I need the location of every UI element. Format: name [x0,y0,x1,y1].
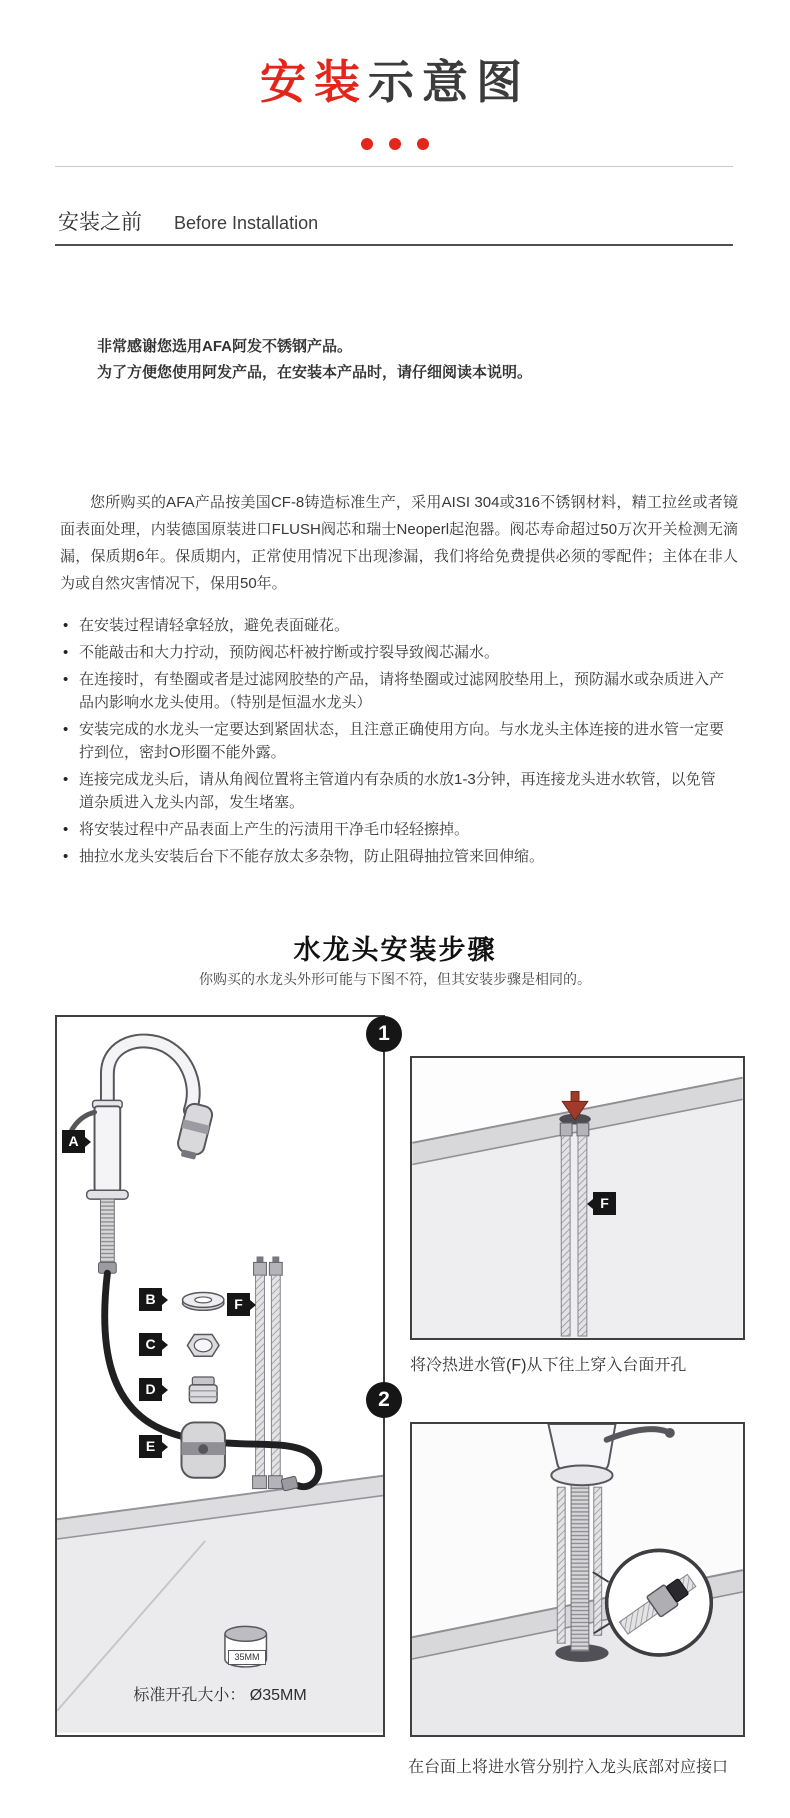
intro-line-1: 非常感谢您选用AFA阿发不锈钢产品。 [97,338,353,355]
part-c-nut [187,1335,219,1357]
part-label-b: B [139,1288,162,1311]
part-d-fitting [189,1377,217,1403]
tip-item: • 在安装过程请轻拿轻放，避免表面碰花。 [62,614,730,637]
tip-item: • 将安装过程中产品表面上产生的污渍用干净毛巾轻轻擦掉。 [62,818,730,841]
part-label-a: A [62,1130,85,1153]
step1-diagram [410,1056,745,1340]
step2-diagram-art [412,1424,743,1735]
dot-icon [389,138,401,150]
part-label-d: D [139,1378,162,1401]
page-title-red: 安装 [260,56,368,108]
step-2-number: 2 [366,1382,402,1418]
before-installation-heading [58,206,738,236]
page-title [0,56,790,108]
before-heading-zh: 安装之前 [58,211,142,234]
before-heading-en: Before Installation [174,213,319,233]
parts-diagram-art [57,1017,383,1735]
step1-diagram-art [412,1058,743,1338]
step-1-caption: 将冷热进水管(F)从下往上穿入台面开孔 [410,1357,687,1374]
steps-section-subtitle: 你购买的水龙头外形可能与下图不符，但其安装步骤是相同的。 [199,971,591,987]
tip-item: • 连接完成龙头后，请从角阀位置将主管道内有杂质的水放1-3分钟，再连接龙头进水软管，以免管道杂质进入龙头内部，发生堵塞。 [62,768,730,814]
tip-item: • 安装完成的水龙头一定要达到紧固状态，且注意正确使用方向。与水龙头主体连接的进水管一定要拧到位，密封O形圈不能外露。 [62,718,730,764]
tip-item: • 在连接时，有垫圈或者是过滤网胶垫的产品，请将垫圈或过滤网胶垫用上，预防漏水或杂质进入产品内影响水龙头使用。（特别是恒温水龙头） [62,668,730,714]
parts-diagram [55,1015,385,1737]
divider-heading [55,244,733,246]
step-1-number: 1 [366,1016,402,1052]
cylinder-size-tag: 35MM [228,1650,266,1665]
title-dots [0,138,790,153]
part-label-c: C [139,1333,162,1356]
step-2-caption: 在台面上将进水管分别拧入龙头底部对应接口 [408,1759,729,1776]
intro-block [97,334,737,386]
part-label-f: F [227,1293,250,1316]
part-b-washer [182,1293,223,1311]
part-label-e: E [139,1435,162,1458]
part-e-weight [181,1422,224,1477]
supply-hoses [253,1256,283,1488]
intro-line-2: 为了方便您使用阿发产品，在安装本产品时，请仔细阅读本说明。 [97,364,533,381]
tip-item: • 抽拉水龙头安装后台下不能存放太多杂物，防止阻碍抽拉管来回伸缩。 [62,845,730,868]
step1-hose-label-f: F [593,1192,616,1215]
dot-icon [417,138,429,150]
page-title-dark: 示意图 [368,56,530,108]
product-description-paragraph: 您所购买的AFA产品按美国CF-8铸造标准生产，采用AISI 304或316不锈钢材料，精工拉丝或者镜面表面处理，内装德国原装进口FLUSH阀芯和瑞士Neoperl起泡器。阀芯寿命超过50万次开关检测无滴漏，保质期6年。保质期内，正常使用情况下出现渗漏，我们将给免费提供必须的零配件；主体在非人为或自然灾害情况下，保用50年。 [60,494,738,592]
steps-section-title: 水龙头安装步骤 [293,935,497,965]
hole-size-caption: 标准开孔大小： Ø35MM [133,1687,307,1704]
dot-icon [361,138,373,150]
install-tips-list [62,614,730,872]
divider-top [55,166,733,167]
tip-item: • 不能敲击和大力拧动，预防阀芯杆被拧断或拧裂导致阀芯漏水。 [62,641,730,664]
step2-diagram [410,1422,745,1737]
